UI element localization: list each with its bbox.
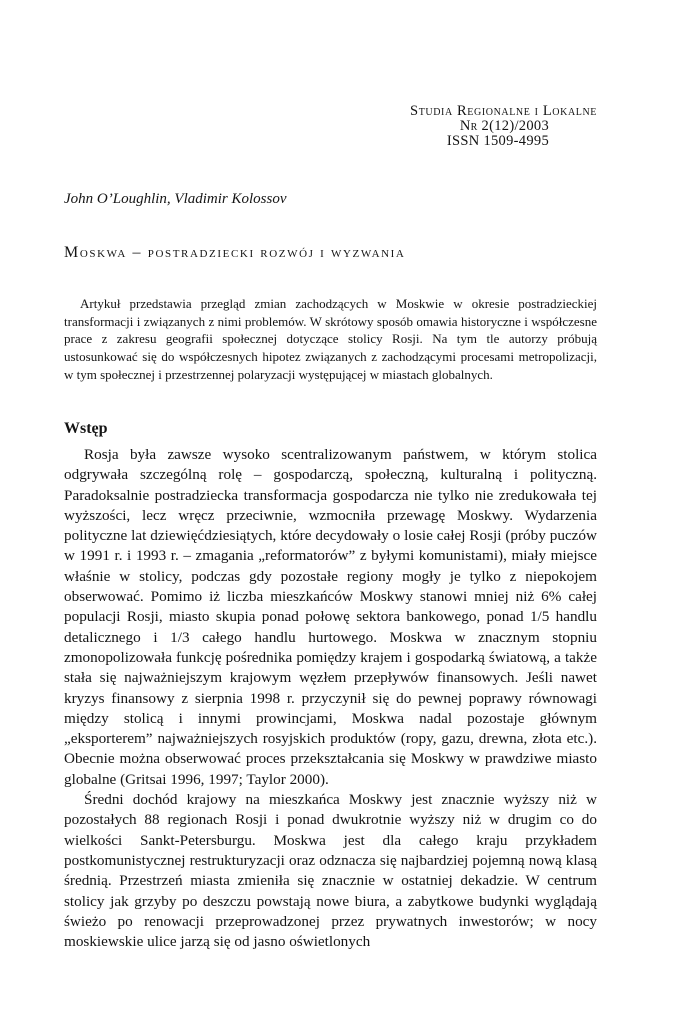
article-title: Moskwa – postradziecki rozwój i wyzwania [64, 244, 406, 261]
body-paragraph: Średni dochód krajowy na mieszkańca Moskwy jest znacznie wyższy niż w pozostałych 88 regionach Rosji i ponad dwukrotnie wyższy niż w drugim co do wielkości Sankt-Petersburgu. Moskwa jest dla całego kraju przykładem postkomunistycznej restrukturyzacji oraz odznacza się najbardziej pojemną nową klasą średnią. Przestrzeń miasta zmieniła się znacznie w ostatniej dekadzie. W centrum stolicy jak grzyby po deszczu powstają nowe biura, a zabytkowe budynki wyglądają świeżo po renowacji przeprowadzonej przez prywatnych inwestorów; w nocy moskiewskie ulice jarzą się od jasno oświetlonych [64, 791, 597, 951]
article-abstract: Artykuł przedstawia przegląd zmian zachodzących w Moskwie w okresie postradzieckiej transformacji i związanych z nimi problemów. W skrótowy sposób omawia historyczne i współczesne prace z zakresu geografii społecznej dotyczące stolicy Rosji. Na tym tle autorzy próbują ustosunkować się do współczesnych hipotez związanych z zachodzącymi procesami metropolizacji, w tym społecznej i przestrzennej polaryzacji występującej w miastach globalnych. [64, 296, 597, 382]
article-authors: John O’Loughlin, Vladimir Kolossov [64, 191, 287, 207]
section-heading: Wstęp [64, 420, 108, 437]
body-paragraph: Rosja była zawsze wysoko scentralizowanym państwem, w którym stolica odgrywała szczególną rolę – gospodarczą, społeczną, kulturalną i polityczną. Paradoksalnie postradziecka transformacja gospodarcza nie tylko nie zredukowała tej wyższości, lecz wręcz przeciwnie, wzmocniła przewagę Moskwy. Wydarzenia polityczne lat dziewięćdziesiątych, które decydowały o losie całej Rosji (próby puczów w 1991 r. i 1993 r. – zmagania „reformatorów” z byłymi komunistami), miały miejsce właśnie w stolicy, podczas gdy pozostałe regiony mogły je tylko z niepokojem obserwować. Pomimo iż liczba mieszkańców Moskwy stanowi mniej niż 6% całej populacji Rosji, miasto skupia ponad połowę sektora bankowego, ponad 1/5 handlu detalicznego i 1/3 całego handlu hurtowego. Moskwa w znacznym stopniu zmonopolizowała funkcję pośrednika pomiędzy krajem i gospodarką światową, a także stała się najważniejszym krajowym węzłem przepływów finansowych. Jeśli nawet kryzys finansowy z sierpnia 1998 r. przyczynił się do pewnej poprawy równowagi między stolicą i innymi prowincjami, Moskwa nadal pozostaje głównym „eksporterem” najważniejszych rosyjskich produktów (ropy, gazu, drewna, złota etc.). Obecnie można obserwować proces przekształcania się Moskwy w prawdziwe miasto globalne (Gritsai 1996, 1997; Taylor 2000). [64, 446, 597, 788]
journal-header [297, 104, 597, 149]
section-body [64, 445, 597, 952]
journal-page [64, 0, 597, 1024]
journal-name: Studia Regionalne i Lokalne [410, 103, 597, 119]
journal-issue: Nr 2(12)/2003 [459, 118, 549, 134]
journal-issn: ISSN 1509-4995 [446, 133, 549, 149]
